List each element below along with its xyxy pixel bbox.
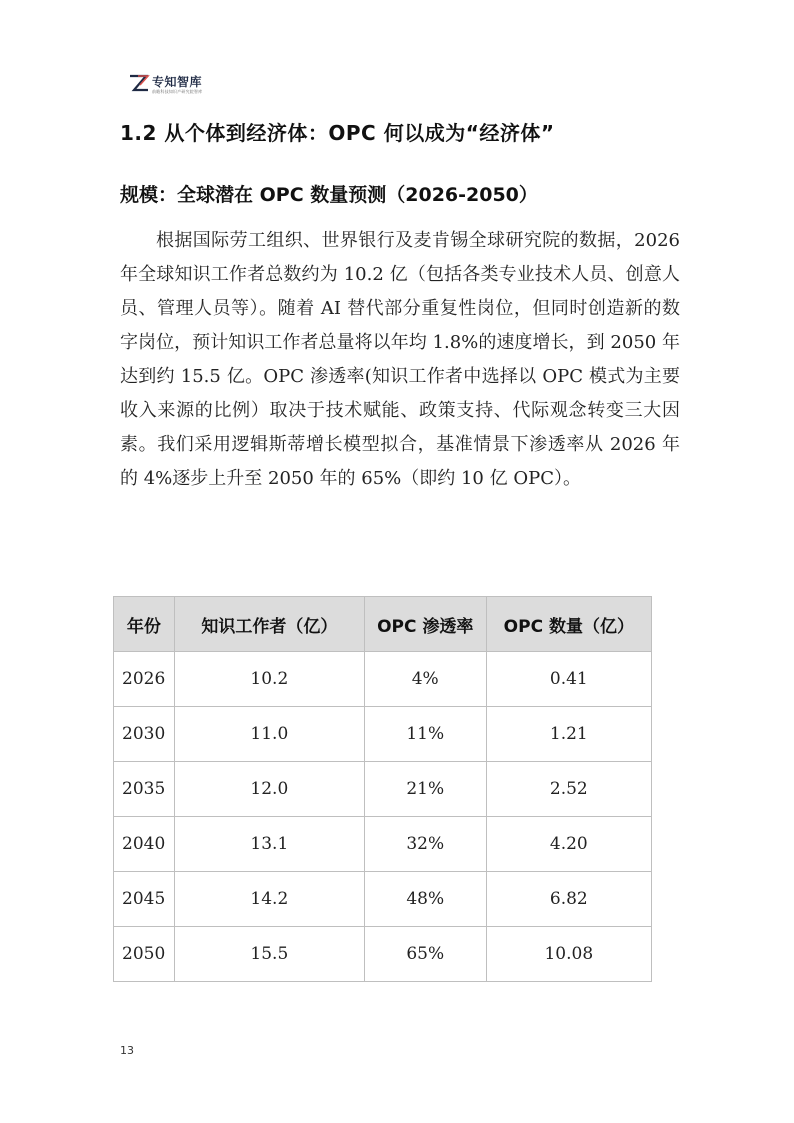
cell-penetration: 21% bbox=[364, 762, 486, 817]
cell-opc-count: 4.20 bbox=[486, 817, 651, 872]
table-row bbox=[114, 872, 652, 927]
subsection-title: 规模：全球潜在 OPC 数量预测（2026-2050） bbox=[120, 184, 538, 206]
logo bbox=[128, 70, 248, 100]
cell-opc-count: 0.41 bbox=[486, 652, 651, 707]
cell-knowledge-workers: 10.2 bbox=[174, 652, 364, 707]
cell-year: 2040 bbox=[114, 817, 175, 872]
cell-year: 2030 bbox=[114, 707, 175, 762]
cell-opc-count: 1.21 bbox=[486, 707, 651, 762]
cell-penetration: 48% bbox=[364, 872, 486, 927]
cell-knowledge-workers: 15.5 bbox=[174, 927, 364, 982]
table-row bbox=[114, 927, 652, 982]
page-number: 13 bbox=[120, 1044, 134, 1057]
logo-name: 专知智库 bbox=[152, 75, 203, 89]
table-row bbox=[114, 762, 652, 817]
table-row bbox=[114, 652, 652, 707]
column-header-opc-count: OPC 数量（亿） bbox=[486, 597, 651, 652]
table-row bbox=[114, 707, 652, 762]
column-header-year: 年份 bbox=[114, 597, 175, 652]
opc-forecast-table bbox=[113, 596, 652, 982]
cell-knowledge-workers: 14.2 bbox=[174, 872, 364, 927]
cell-opc-count: 10.08 bbox=[486, 927, 651, 982]
column-header-opc-penetration: OPC 渗透率 bbox=[364, 597, 486, 652]
logo-subtitle: 前瞻科技知识产研究院智库 bbox=[152, 89, 203, 94]
cell-knowledge-workers: 13.1 bbox=[174, 817, 364, 872]
section-title: 1.2 从个体到经济体：OPC 何以成为“经济体” bbox=[120, 121, 555, 145]
logo-mark-icon bbox=[128, 72, 150, 94]
cell-year: 2050 bbox=[114, 927, 175, 982]
cell-penetration: 11% bbox=[364, 707, 486, 762]
body-paragraph: 根据国际劳工组织、世界银行及麦肯锡全球研究院的数据，2026 年全球知识工作者总数约为 10.2 亿（包括各类专业技术人员、创意人员、管理人员等）。随着 AI 替代部分重复性岗位，但同时创造新的数字岗位，预计知识工作者总量将以年均 1.8%的速度增长，到 2050 年达到约 15.5 亿。OPC 渗透率(知识工作者中选择以 OPC 模式为主要收入来源的比例）取决于技术赋能、政策支持、代际观念转变三大因素。我们采用逻辑斯蒂增长模型拟合，基准情景下渗透率从 2026 年的 4%逐步上升至 2050 年的 65%（即约 10 亿 OPC）。 bbox=[120, 230, 680, 489]
cell-penetration: 4% bbox=[364, 652, 486, 707]
cell-year: 2026 bbox=[114, 652, 175, 707]
table-row bbox=[114, 817, 652, 872]
cell-knowledge-workers: 12.0 bbox=[174, 762, 364, 817]
cell-knowledge-workers: 11.0 bbox=[174, 707, 364, 762]
cell-opc-count: 6.82 bbox=[486, 872, 651, 927]
cell-penetration: 32% bbox=[364, 817, 486, 872]
cell-opc-count: 2.52 bbox=[486, 762, 651, 817]
cell-year: 2035 bbox=[114, 762, 175, 817]
column-header-knowledge-workers: 知识工作者（亿） bbox=[174, 597, 364, 652]
cell-penetration: 65% bbox=[364, 927, 486, 982]
table-header-row bbox=[114, 597, 652, 652]
cell-year: 2045 bbox=[114, 872, 175, 927]
